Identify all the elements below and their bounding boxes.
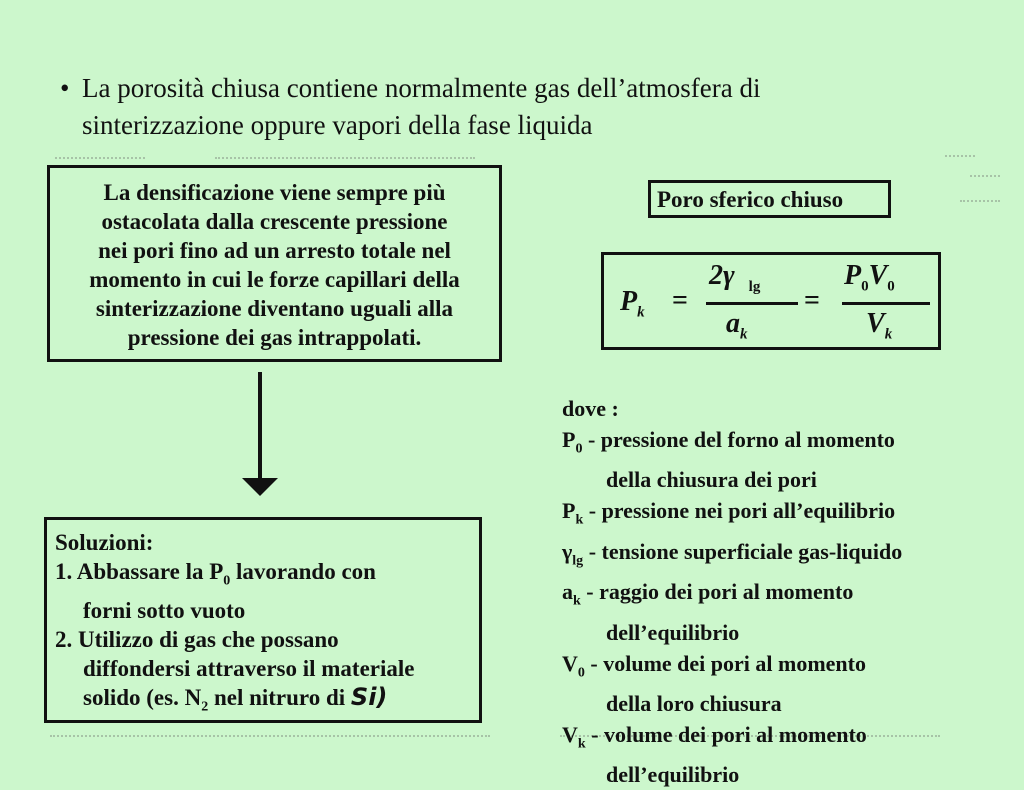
legend-vk-text: - volume dei pori al momento: [585, 721, 867, 747]
legend-p0-text: - pressione del forno al momento: [582, 427, 895, 452]
scan-artifact: [945, 155, 975, 157]
soluzioni-item-2-line-2: diffondersi attraverso il materiale: [83, 655, 415, 681]
formula-den-2-sub: k: [884, 326, 893, 343]
legend-ak: [562, 576, 992, 616]
soluzioni-item-2-line-1: 2. Utilizzo di gas che possano: [55, 626, 339, 652]
densificazione-line: La densificazione viene sempre più: [103, 180, 446, 205]
handwritten-note: Si): [350, 682, 388, 711]
formula-num-1-sub: lg: [748, 278, 761, 295]
legend-v0-sub: 0: [577, 664, 585, 680]
soluzioni-item-1-line-2: forni sotto vuoto: [83, 597, 246, 623]
legend-p0-cont: della chiusura dei pori: [606, 467, 817, 493]
bullet-line-2: sinterizzazione oppure vapori della fase liquida: [82, 110, 593, 140]
fraction-bar-2: [842, 302, 930, 305]
formula-box: [601, 252, 941, 350]
formula-num-2: [844, 261, 895, 302]
dove-title: dove :: [562, 396, 619, 421]
soluzioni-item-2-sub: 2: [201, 699, 209, 715]
poro-sferico-box: [648, 180, 891, 218]
legend-p0-sub: 0: [575, 441, 583, 457]
formula-lhs-symbol: P: [620, 286, 638, 317]
formula-den-1-symbol: a: [726, 308, 740, 339]
densificazione-line: ostacolata dalla crescente pressione: [101, 209, 448, 234]
densificazione-box: [47, 165, 502, 362]
formula-lhs-sub: k: [637, 304, 645, 321]
bullet-line-1: La porosità chiusa contiene normalmente gas dell’atmosfera di: [82, 73, 761, 103]
formula-den-2: [866, 309, 892, 350]
soluzioni-item-2-line-3: [55, 683, 471, 722]
legend-vk-sub: k: [577, 736, 586, 752]
formula-den-2-symbol: V: [866, 308, 885, 339]
formula-num-2-p: P: [844, 260, 862, 291]
soluzioni-title: Soluzioni:: [55, 530, 154, 555]
soluzioni-box: [44, 517, 482, 723]
legend-gamma-sub: lg: [572, 553, 584, 569]
poro-sferico-label: Poro sferico chiuso: [657, 187, 844, 212]
formula-lhs: [620, 287, 645, 328]
legend-gamma: [562, 536, 992, 576]
formula-den-1: [726, 309, 748, 350]
soluzioni-item-1: [55, 557, 471, 596]
bullet-symbol: •: [60, 73, 70, 103]
dove-legend: [562, 393, 992, 790]
legend-v0-symbol: V: [562, 650, 578, 676]
legend-gamma-text: - tensione superficiale gas-liquido: [583, 538, 903, 564]
legend-ak-text: - raggio dei pori al momento: [580, 579, 854, 605]
soluzioni-item-1-text: 1. Abbassare la P: [55, 559, 224, 584]
formula-eq-2: =: [804, 285, 820, 316]
legend-ak-cont: dell’equilibrio: [606, 619, 740, 645]
formula-num-2-v-sub: 0: [887, 278, 895, 295]
legend-vk: [562, 719, 992, 759]
legend-ak-sub: k: [573, 593, 581, 609]
formula-eq-1: =: [672, 285, 688, 316]
legend-p0-symbol: P: [562, 427, 576, 452]
scan-artifact: [215, 157, 475, 159]
scan-artifact: [50, 735, 490, 737]
bullet-text: [60, 70, 980, 144]
legend-ak-symbol: a: [562, 579, 573, 605]
legend-pk: [562, 495, 992, 535]
legend-v0-cont: della loro chiusura: [606, 690, 782, 716]
legend-gamma-symbol: γ: [562, 538, 573, 564]
legend-pk-sub: k: [575, 512, 584, 528]
scan-artifact: [960, 200, 1000, 202]
densificazione-line: pressione dei gas intrappolati.: [127, 325, 422, 350]
scan-artifact: [970, 175, 1000, 177]
formula-num-2-p-sub: 0: [861, 278, 869, 295]
scan-artifact: [55, 157, 145, 159]
soluzioni-item-2-text-b: nel nitruro di: [208, 684, 346, 710]
legend-v0: [562, 648, 992, 688]
legend-pk-symbol: P: [562, 498, 576, 524]
densificazione-line: nei pori fino ad un arresto totale nel: [98, 238, 451, 263]
formula-num-1: [709, 261, 760, 302]
legend-p0: [562, 424, 992, 464]
densificazione-line: momento in cui le forze capillari della: [89, 267, 460, 292]
formula-num-1-symbol: 2γ: [709, 260, 735, 291]
densificazione-line: sinterizzazione diventano uguali alla: [95, 296, 454, 321]
legend-vk-cont: dell’equilibrio: [606, 762, 740, 788]
soluzioni-item-1-sub: 0: [223, 573, 231, 589]
soluzioni-item-2-text: solido (es. N: [83, 684, 202, 710]
formula-num-2-v: V: [868, 260, 888, 291]
formula-den-1-sub: k: [740, 326, 748, 343]
down-arrow-icon: [240, 372, 280, 500]
fraction-bar-1: [706, 302, 798, 305]
legend-v0-text: - volume dei pori al momento: [584, 650, 866, 676]
legend-vk-symbol: V: [562, 721, 578, 747]
soluzioni-item-1-text-b: lavorando con: [230, 559, 376, 584]
legend-pk-text: - pressione nei pori all’equilibrio: [583, 498, 896, 524]
